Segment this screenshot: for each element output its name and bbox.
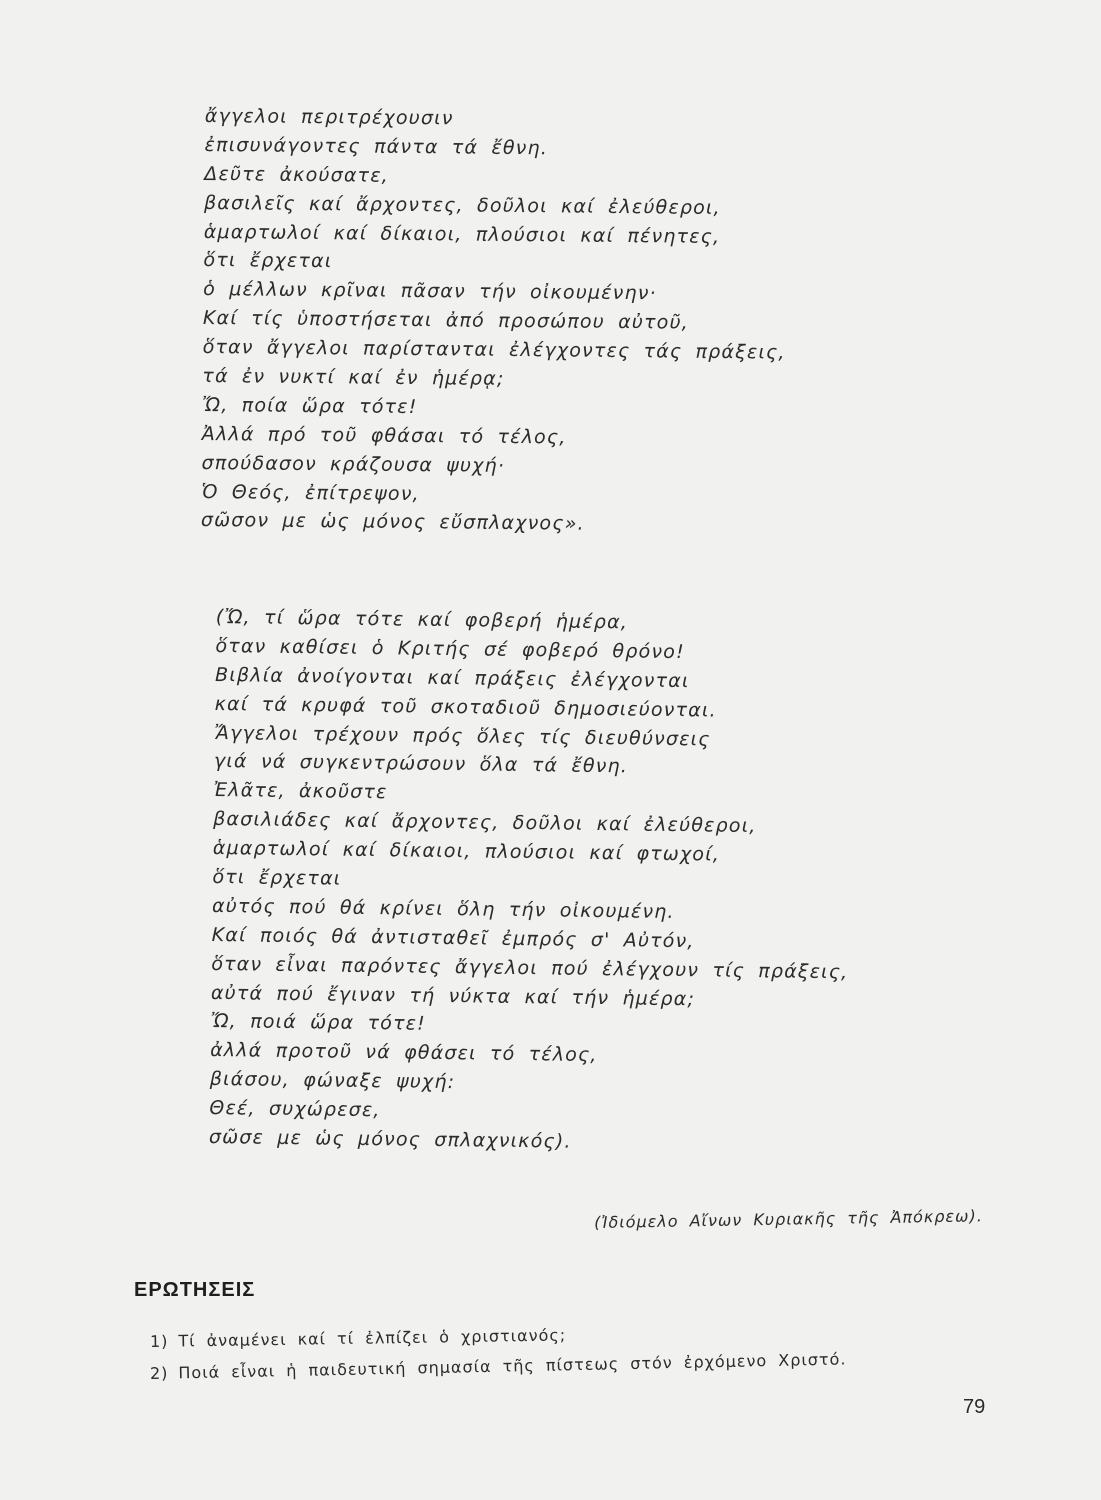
verse-line: τά ἐν νυκτί καί ἐν ἡμέρᾳ; — [202, 365, 505, 390]
verse-line: (Ὤ, τί ὥρα τότε καί φοβερή ἡμέρα, — [215, 605, 629, 634]
verse-line: ὅτι ἔρχεται — [212, 865, 342, 890]
question-text: Τί ἀναμένει καί τί ἐλπίζει ὁ χριστιανός; — [178, 1325, 567, 1351]
verse-line: Ἀλλά πρό τοῦ φθάσαι τό τέλος, — [201, 422, 567, 449]
verse-line: ὅταν εἶναι παρόντες ἄγγελοι πού ἐλέγχουν τίς πράξεις, — [211, 952, 849, 983]
verse-line: καί τά κρυφά τοῦ σκοταδιοῦ δημοσιεύονται. — [214, 692, 717, 722]
hymn-source-citation: (Ἰδιόμελο Αἴνων Κυριακῆς τῆς Ἀπόκρεω). — [594, 1206, 983, 1232]
verse-line: βασιλεῖς καί ἄρχοντες, δοῦλοι καί ἐλεύθεροι, — [203, 191, 721, 219]
verse-line: Ἐλᾶτε, ἀκοῦστε — [213, 779, 388, 804]
verse-line: ὅταν καθίσει ὁ Κριτής σέ φοβερό θρόνο! — [215, 634, 686, 664]
verse-line: ὅταν ἄγγελοι παρίστανται ἐλέγχοντες τάς πράξεις, — [202, 336, 786, 364]
verse-line: ἀλλά προτοῦ νά φθάσει τό τέλος, — [210, 1039, 598, 1067]
verse-line: αὐτός πού θά κρίνει ὅλη τήν οἰκουμένη. — [211, 894, 675, 923]
hymn-original-text — [201, 102, 788, 541]
verse-line: Καί τίς ὑποστήσεται ἀπό προσώπου αὐτοῦ, — [202, 307, 690, 334]
verse-line: Καί ποιός θά ἀντισταθεῖ ἐμπρός σ' Αὐτόν, — [211, 923, 695, 953]
verse-line: ὅτι ἔρχεται — [203, 249, 333, 273]
verse-line: ἁμαρτωλοί καί δίκαιοι, πλούσιοι καί πένητες, — [203, 220, 721, 248]
page-number: 79 — [963, 1396, 986, 1418]
verse-line: ἁμαρτωλοί καί δίκαιοι, πλούσιοι καί φτωχοί, — [212, 837, 721, 866]
verse-line: αὐτά πού ἔγιναν τή νύκτα καί τήν ἡμέρα; — [210, 981, 696, 1010]
questions-heading: ΕΡΩΤΗΣΕΙΣ — [134, 1279, 256, 1301]
verse-line: Βιβλία ἀνοίγονται καί πράξεις ἐλέγχονται — [214, 663, 690, 692]
verse-line: Ὤ, ποιά ὥρα τότε! — [210, 1010, 427, 1036]
verse-line: γιά νά συγκεντρώσουν ὅλα τά ἔθνη. — [213, 750, 629, 778]
question-number: 1) — [149, 1331, 169, 1351]
questions-list — [150, 1326, 847, 1390]
verse-line: ἄγγελοι περιτρέχουσιν — [204, 104, 454, 130]
question-text: Ποιά εἶναι ἡ παιδευτική σημασία τῆς πίστεως στόν ἐρχόμενο Χριστό. — [178, 1349, 847, 1383]
question-number: 2) — [149, 1363, 169, 1383]
verse-line: ὁ μέλλων κρῖναι πᾶσαν τήν οἰκουμένην· — [203, 278, 657, 305]
verse-line: ἐπισυνάγοντες πάντα τά ἔθνη. — [204, 133, 549, 160]
verse-line: σῶσον με ὡς μόνος εὔσπλαχνος». — [200, 509, 585, 536]
verse-line: βασιλιάδες καί ἄρχοντες, δοῦλοι καί ἐλεύθεροι, — [213, 808, 757, 838]
verse-line: Ὤ, ποία ὥρα τότε! — [201, 393, 418, 418]
verse-line: σῶσε με ὡς μόνος σπλαχνικός). — [208, 1125, 572, 1153]
verse-line: βιάσου, φώναξε ψυχή: — [209, 1068, 456, 1094]
verse-line: Δεῦτε ἀκούσατε, — [204, 162, 390, 187]
verse-line: Θεέ, συχώρεσε, — [209, 1097, 381, 1122]
hymn-translation-text — [209, 603, 853, 1160]
verse-line: σπούδασον κράζουσα ψυχή· — [201, 451, 506, 477]
verse-line: Ἄγγελοι τρέχουν πρός ὅλες τίς διευθύνσεις — [214, 721, 711, 751]
verse-line: Ὁ Θεός, ἐπίτρεψον, — [201, 480, 420, 505]
